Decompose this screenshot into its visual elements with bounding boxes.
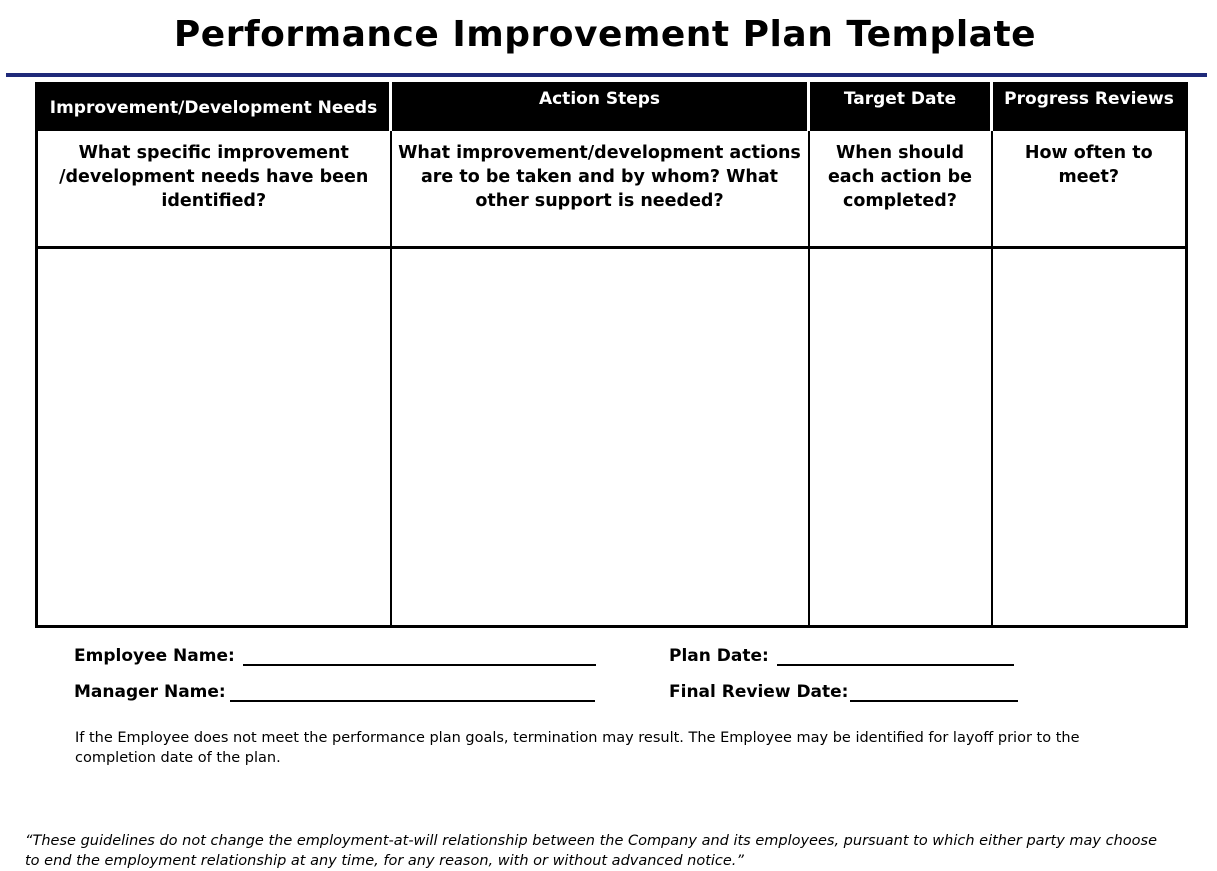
termination-note: If the Employee does not meet the performance plan goals, termination may result. The Employee may be identified for layoff prior to the completion date of the plan.: [75, 730, 1080, 766]
entry-row: [37, 248, 1187, 627]
final-review-date-line[interactable]: [850, 700, 1018, 702]
plan-table: [35, 82, 1188, 628]
employee-name-label: Employee Name:: [74, 646, 235, 666]
header-row: [37, 84, 1187, 132]
manager-name-line[interactable]: [230, 700, 595, 702]
column-header-progress-reviews: Progress Reviews: [992, 84, 1187, 132]
plan-date-label: Plan Date:: [669, 646, 769, 666]
entry-cell-progress-reviews[interactable]: [992, 248, 1187, 627]
prompt-action-steps: What improvement/development actions are to be taken and by whom? What other support is needed?: [391, 131, 809, 248]
prompt-progress-reviews: How often to meet?: [992, 131, 1187, 248]
entry-cell-needs[interactable]: [37, 248, 391, 627]
prompt-row: [37, 131, 1187, 248]
title-divider: [6, 73, 1207, 77]
prompt-target-date: When should each action be completed?: [809, 131, 992, 248]
plan-date-line[interactable]: [777, 664, 1014, 666]
entry-cell-action-steps[interactable]: [391, 248, 809, 627]
column-header-action-steps: Action Steps: [391, 84, 809, 132]
final-review-date-label: Final Review Date:: [669, 682, 849, 702]
entry-cell-target-date[interactable]: [809, 248, 992, 627]
employee-name-line[interactable]: [243, 664, 596, 666]
column-header-needs: Improvement/Development Needs: [37, 84, 391, 132]
column-header-target-date: Target Date: [809, 84, 992, 132]
page-title: Performance Improvement Plan Template: [173, 14, 1037, 55]
prompt-needs: What specific improvement /development needs have been identified?: [37, 131, 391, 248]
at-will-disclaimer: “These guidelines do not change the employment-at-will relationship between the Company and its employees, pursuant to which either party may choose to end the employment relationship at any time, for any reason, with or without advanced notice.”: [25, 833, 1157, 869]
manager-name-label: Manager Name:: [74, 682, 226, 702]
